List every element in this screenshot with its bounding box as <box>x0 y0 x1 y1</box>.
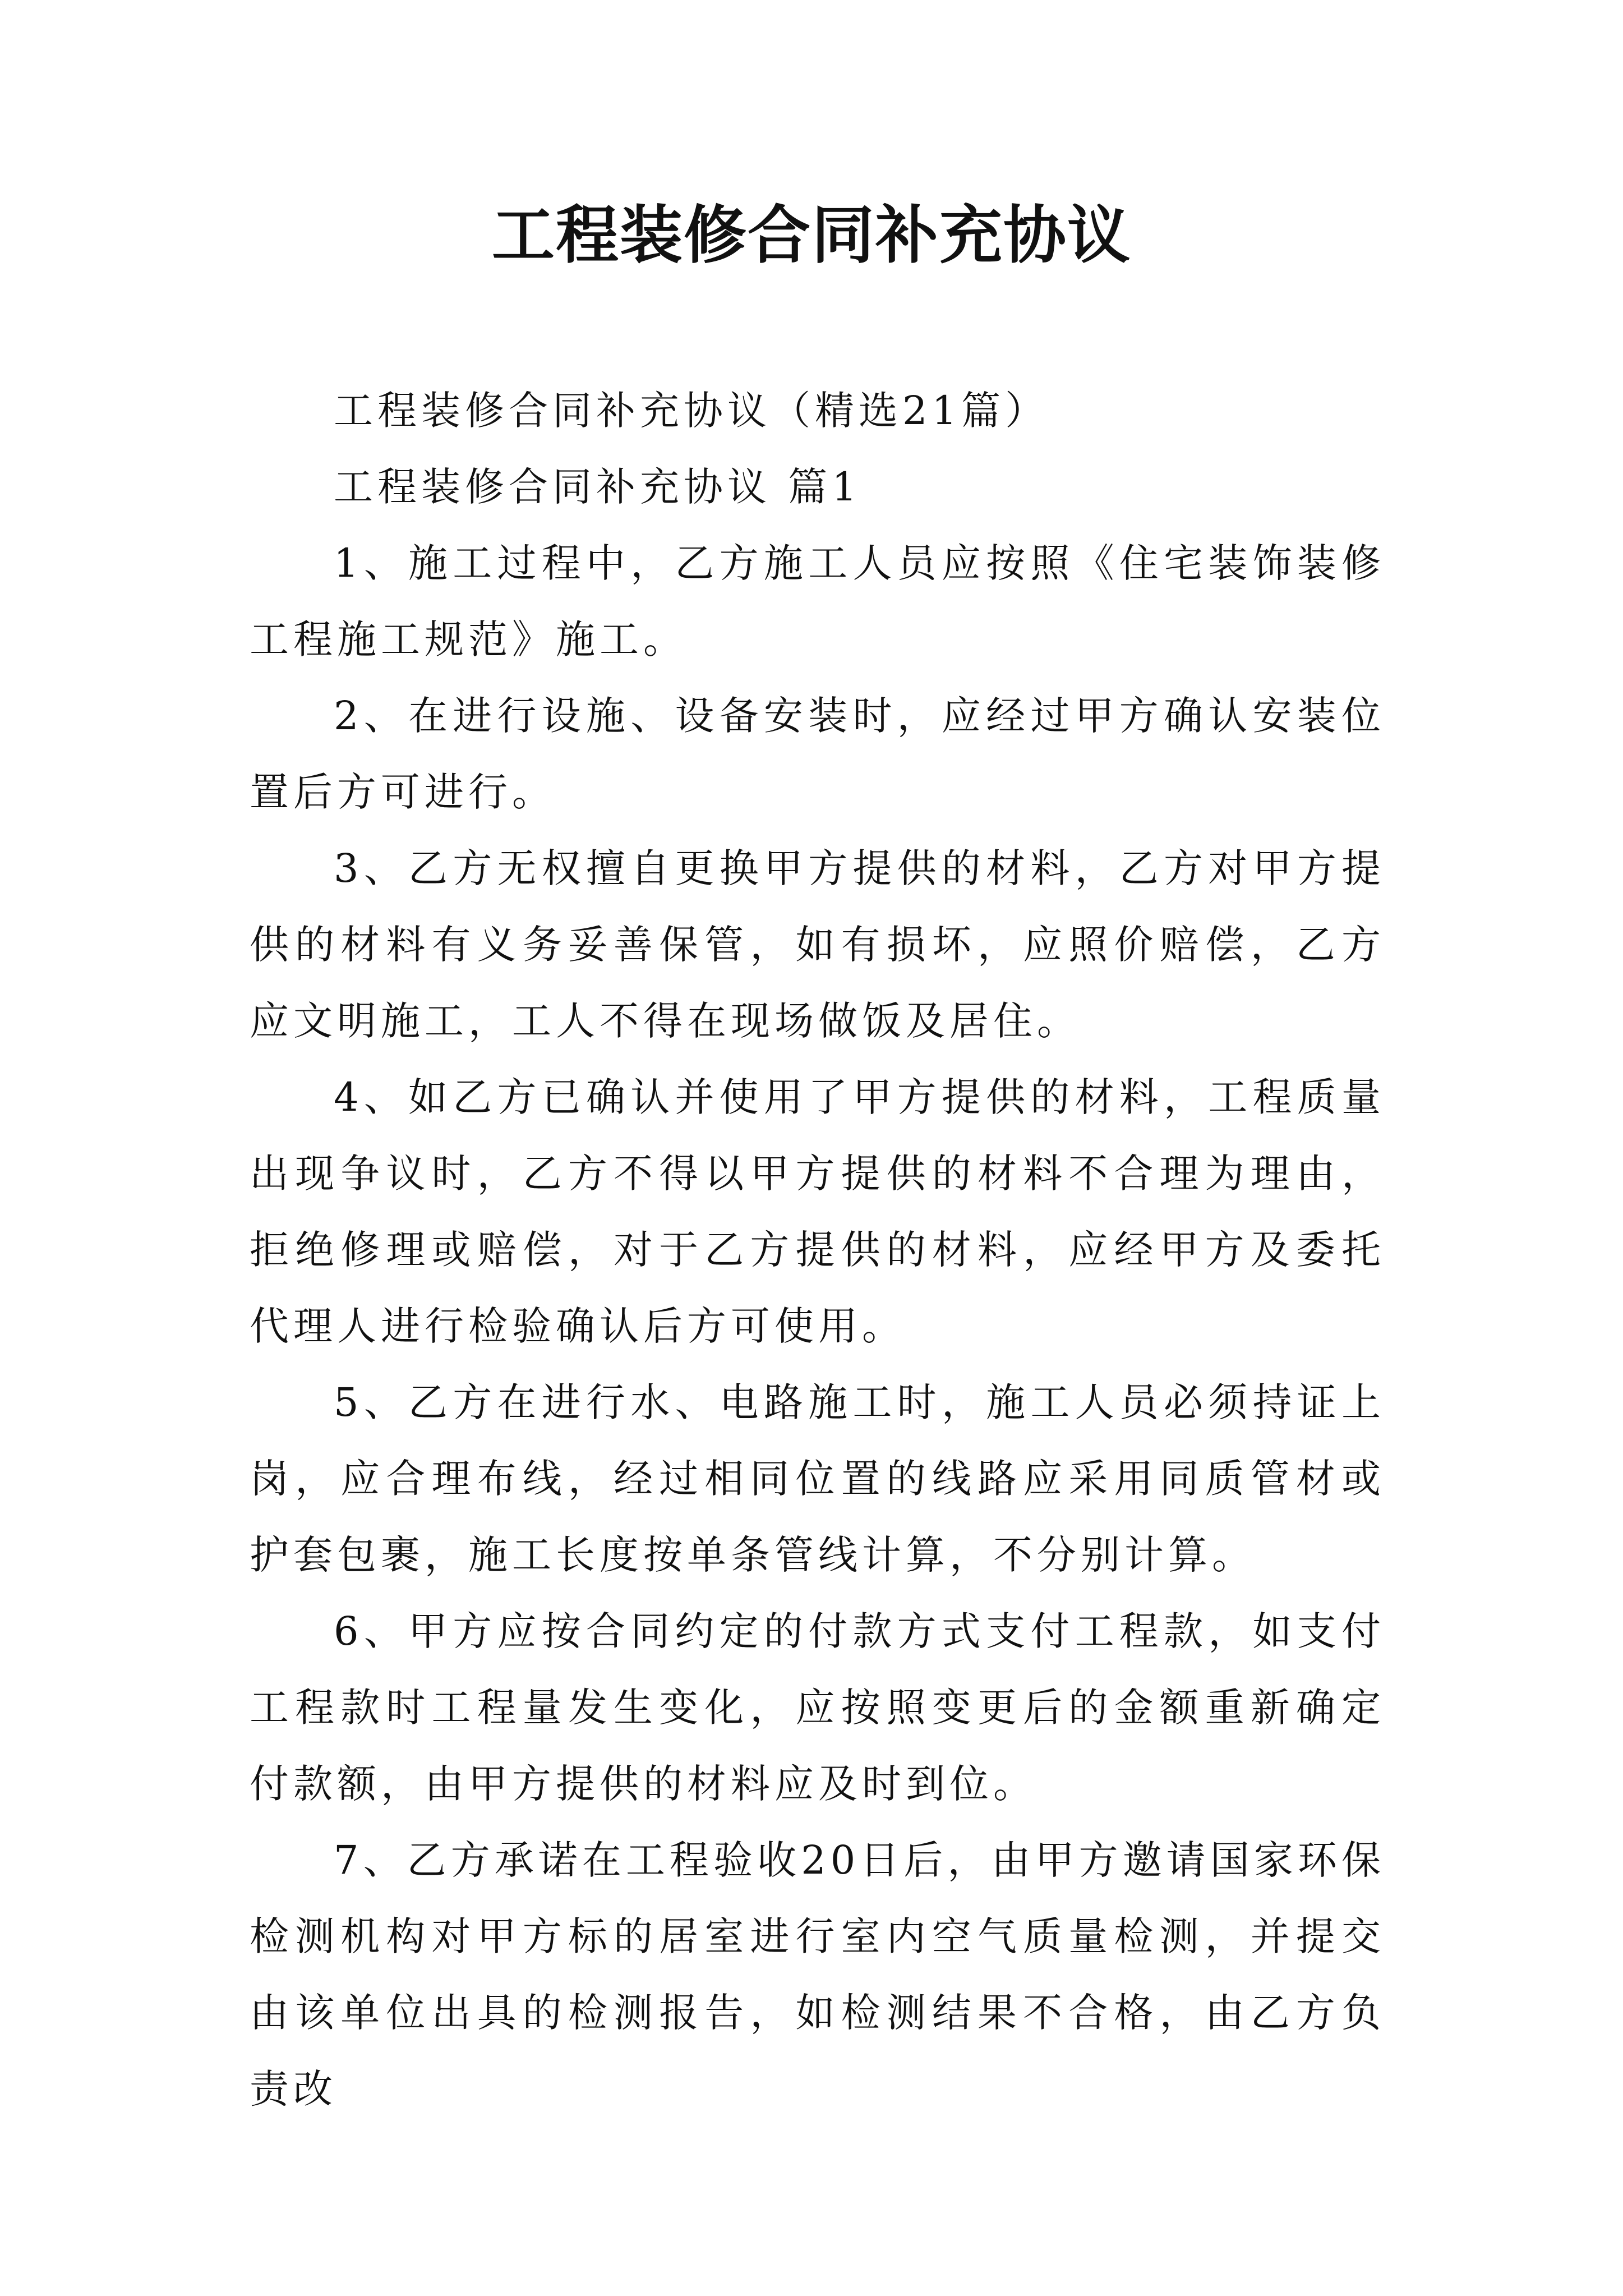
clause-paragraph: 5、乙方在进行水、电路施工时，施工人员必须持证上岗，应合理布线，经过相同位置的线路应采用同质管材或护套包裹，施工长度按单条管线计算，不分别计算。 <box>250 1379 1385 1578</box>
clause-paragraph: 1、施工过程中，乙方施工人员应按照《住宅装饰装修工程施工规范》施工。 <box>250 540 1385 662</box>
document-body <box>250 372 1385 2127</box>
subtitle-paragraph: 工程装修合同补充协议（精选21篇） <box>334 388 1049 434</box>
clause-paragraph: 2、在进行设施、设备安装时，应经过甲方确认安装位置后方可进行。 <box>250 693 1385 815</box>
document-title: 工程装修合同补充协议 <box>492 199 1131 272</box>
clause-paragraph: 3、乙方无权擅自更换甲方提供的材料，乙方对甲方提供的材料有义务妥善保管，如有损坏，应照价赔偿，乙方应文明施工，工人不得在现场做饭及居住。 <box>250 845 1385 1044</box>
clause-paragraph: 4、如乙方已确认并使用了甲方提供的材料，工程质量出现争议时，乙方不得以甲方提供的材料不合理为理由，拒绝修理或赔偿，对于乙方提供的材料，应经甲方及委托代理人进行检验确认后方可使用。 <box>250 1074 1385 1349</box>
section-heading: 工程装修合同补充协议 篇1 <box>334 464 861 510</box>
clause-paragraph: 7、乙方承诺在工程验收20日后，由甲方邀请国家环保检测机构对甲方标的居室进行室内空气质量检测，并提交由该单位出具的检测报告，如检测结果不合格，由乙方负责改 <box>250 1837 1385 2112</box>
clause-paragraph: 6、甲方应按合同约定的付款方式支付工程款，如支付工程款时工程量发生变化，应按照变更后的金额重新确定付款额，由甲方提供的材料应及时到位。 <box>250 1608 1385 1807</box>
